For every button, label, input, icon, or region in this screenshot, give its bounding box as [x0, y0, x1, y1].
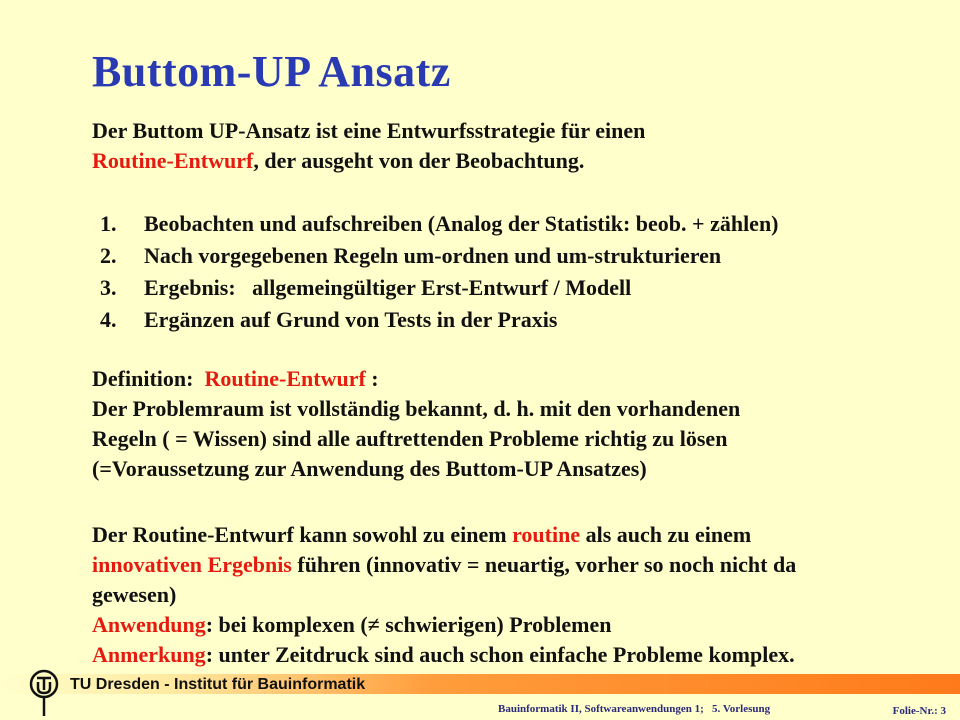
definition-term: Routine-Entwurf	[204, 366, 366, 391]
routine-highlight: routine	[512, 522, 581, 547]
definition-line-2: Der Problemraum ist vollständig bekannt, d. h. mit den vorhandenen	[92, 396, 741, 421]
intro-line-2-rest: , der ausgeht von der Beobachtung.	[253, 148, 585, 173]
anwendung-label: Anwendung	[92, 612, 206, 637]
anwendung-text: : bei komplexen (≠ schwierigen) Problemen	[205, 612, 612, 637]
routine-line-1	[92, 520, 796, 550]
routine-entwurf-highlight: Routine-Entwurf	[92, 148, 254, 173]
routine-line-2-b: führen (innovativ = neuartig, vorher so noch nicht da	[291, 552, 797, 577]
definition-label: Definition:	[92, 366, 205, 391]
list-item-text: Ergänzen auf Grund von Tests in der Praxis	[144, 307, 558, 332]
routine-line-2	[92, 550, 796, 580]
anwendung-line	[92, 610, 796, 640]
list-item	[100, 304, 779, 336]
list-item-text: Nach vorgegebenen Regeln um-ordnen und um-strukturieren	[144, 243, 722, 268]
definition-line-4: (=Voraussetzung zur Anwendung des Buttom-UP Ansatzes)	[92, 456, 647, 481]
definition-block	[92, 364, 740, 484]
innovative-highlight: innovativen Ergebnis	[92, 552, 292, 577]
list-item	[100, 208, 779, 240]
steps-list	[100, 208, 779, 336]
routine-block	[92, 520, 796, 670]
intro-paragraph	[92, 116, 645, 176]
list-item-text: Ergebnis: allgemeingültiger Erst-Entwurf / Modell	[144, 275, 632, 300]
anmerkung-label: Anmerkung	[92, 642, 206, 667]
anmerkung-text: : unter Zeitdruck sind auch schon einfache Probleme komplex.	[205, 642, 795, 667]
list-item	[100, 240, 779, 272]
list-item-number: 2.	[100, 243, 117, 268]
footer-institute: TU Dresden - Institut für Bauinformatik	[70, 676, 366, 693]
list-item-text: Beobachten und aufschreiben (Analog der Statistik: beob. + zählen)	[144, 211, 779, 236]
definition-colon: :	[365, 366, 379, 391]
list-item	[100, 272, 779, 304]
list-item-number: 3.	[100, 275, 117, 300]
anmerkung-line	[92, 640, 796, 670]
list-item-number: 4.	[100, 307, 117, 332]
intro-line-1: Der Buttom UP-Ansatz ist eine Entwurfsstrategie für einen	[92, 118, 646, 143]
routine-line-1-b: als auch zu einem	[580, 522, 752, 547]
footer-slide-number: Folie-Nr.: 3	[892, 705, 946, 717]
footer-lecture: Bauinformatik II, Softwareanwendungen 1; 5. Vorlesung	[498, 703, 771, 715]
slide-title: Buttom-UP Ansatz	[92, 47, 451, 96]
definition-line-3: Regeln ( = Wissen) sind alle auftrettenden Probleme richtig zu lösen	[92, 426, 728, 451]
list-item-number: 1.	[100, 211, 117, 236]
routine-line-1-a: Der Routine-Entwurf kann sowohl zu einem	[92, 522, 513, 547]
tu-dresden-logo-icon	[28, 668, 60, 718]
intro-line-2	[92, 146, 645, 176]
routine-line-3: gewesen)	[92, 582, 177, 607]
definition-heading	[92, 364, 740, 394]
